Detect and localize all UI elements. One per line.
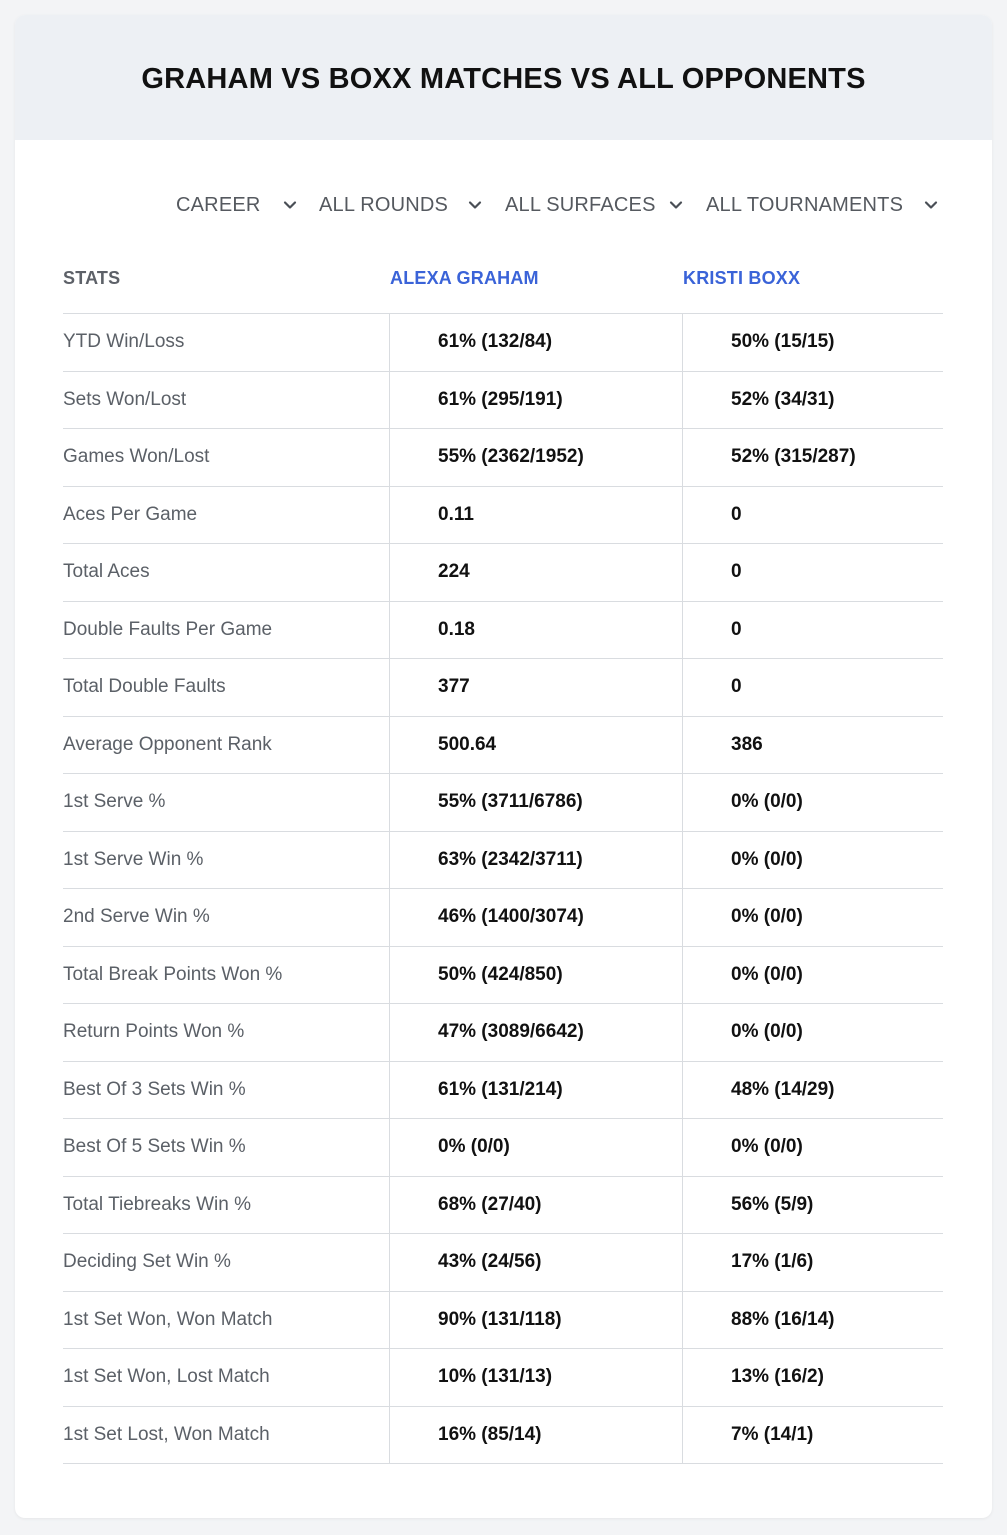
player1-stat-value: 377 (390, 659, 683, 716)
player1-stat-value: 0.11 (390, 487, 683, 544)
filter-label: ALL ROUNDS (319, 193, 449, 216)
player2-stat-value: 13% (16/2) (731, 1366, 824, 1388)
player2-stat-value: 56% (5/9) (731, 1193, 814, 1215)
player1-stat-value: 0% (0/0) (390, 1119, 683, 1176)
chevron-down-icon (668, 197, 684, 213)
table-row (63, 487, 943, 545)
filter-bar (15, 187, 992, 223)
table-row (63, 1349, 943, 1407)
table-row (63, 1119, 943, 1177)
table-row (63, 1234, 943, 1292)
stat-label: Average Opponent Rank (63, 717, 390, 774)
player2-stat-value: 52% (34/31) (731, 388, 835, 410)
player2-stat-value: 0 (731, 503, 742, 525)
stats-column-header: STATS (63, 267, 121, 288)
card-header (15, 15, 992, 140)
table-row (63, 544, 943, 602)
player1-stat-value: 47% (3089/6642) (390, 1004, 683, 1061)
stat-label: Best Of 5 Sets Win % (63, 1119, 390, 1176)
player1-stat-value: 43% (24/56) (390, 1234, 683, 1291)
stat-label: Double Faults Per Game (63, 602, 390, 659)
player2-stat-value: 0% (0/0) (731, 848, 803, 870)
player2-stat-value: 0% (0/0) (731, 1021, 803, 1043)
player1-stat-value: 61% (132/84) (390, 314, 683, 371)
table-row (63, 717, 943, 775)
table-row (63, 774, 943, 832)
player2-stat-value: 386 (731, 733, 763, 755)
chevron-down-icon (467, 197, 483, 213)
stat-label: Sets Won/Lost (63, 372, 390, 429)
player1-stat-value: 63% (2342/3711) (390, 832, 683, 889)
chevron-down-icon (923, 197, 939, 213)
player1-stat-value: 68% (27/40) (390, 1177, 683, 1234)
tournaments-filter-dropdown[interactable] (706, 187, 939, 223)
player1-stat-value: 46% (1400/3074) (390, 889, 683, 946)
table-row (63, 659, 943, 717)
stat-label: Total Double Faults (63, 659, 390, 716)
player2-stat-value: 88% (16/14) (731, 1308, 835, 1330)
player2-stat-value: 17% (1/6) (731, 1251, 814, 1273)
stat-label: Return Points Won % (63, 1004, 390, 1061)
player2-stat-value: 0 (731, 561, 742, 583)
player1-stat-value: 0.18 (390, 602, 683, 659)
player1-stat-value: 50% (424/850) (390, 947, 683, 1004)
stat-label: Total Aces (63, 544, 390, 601)
stats-card (15, 15, 992, 1518)
filter-label: ALL TOURNAMENTS (706, 193, 904, 216)
stat-label: Aces Per Game (63, 487, 390, 544)
filter-label: ALL SURFACES (505, 193, 656, 216)
table-row (63, 1292, 943, 1350)
stats-table (63, 243, 943, 1464)
rounds-filter-dropdown[interactable] (319, 187, 483, 223)
player2-stat-value: 0% (0/0) (731, 1136, 803, 1158)
player1-stat-value: 61% (131/214) (390, 1062, 683, 1119)
player1-stat-value: 61% (295/191) (390, 372, 683, 429)
player1-column-header[interactable]: ALEXA GRAHAM (390, 267, 539, 288)
player2-stat-value: 48% (14/29) (731, 1078, 835, 1100)
player1-stat-value: 224 (390, 544, 683, 601)
player2-stat-value: 0% (0/0) (731, 791, 803, 813)
table-row (63, 832, 943, 890)
table-header (63, 243, 943, 314)
table-row (63, 1177, 943, 1235)
stat-label: 2nd Serve Win % (63, 889, 390, 946)
player1-stat-value: 90% (131/118) (390, 1292, 683, 1349)
stat-label: Total Break Points Won % (63, 947, 390, 1004)
player1-stat-value: 55% (3711/6786) (390, 774, 683, 831)
player2-stat-value: 0 (731, 618, 742, 640)
chevron-down-icon (282, 197, 298, 213)
player2-stat-value: 0% (0/0) (731, 963, 803, 985)
stat-label: Games Won/Lost (63, 429, 390, 486)
table-row (63, 889, 943, 947)
filter-label: CAREER (176, 193, 261, 216)
stat-label: 1st Serve % (63, 774, 390, 831)
table-row (63, 372, 943, 430)
player1-stat-value: 16% (85/14) (390, 1407, 683, 1464)
table-row (63, 429, 943, 487)
table-row (63, 1062, 943, 1120)
surfaces-filter-dropdown[interactable] (505, 187, 684, 223)
stat-label: 1st Serve Win % (63, 832, 390, 889)
table-row (63, 1004, 943, 1062)
stat-label: 1st Set Won, Lost Match (63, 1349, 390, 1406)
player2-stat-value: 7% (14/1) (731, 1423, 814, 1445)
player1-stat-value: 55% (2362/1952) (390, 429, 683, 486)
table-body (63, 314, 943, 1464)
table-row (63, 947, 943, 1005)
stat-label: YTD Win/Loss (63, 314, 390, 371)
player2-stat-value: 50% (15/15) (731, 331, 835, 353)
career-filter-dropdown[interactable] (176, 187, 298, 223)
stat-label: Deciding Set Win % (63, 1234, 390, 1291)
stat-label: 1st Set Lost, Won Match (63, 1407, 390, 1464)
table-row (63, 314, 943, 372)
player2-stat-value: 0% (0/0) (731, 906, 803, 928)
player2-stat-value: 0 (731, 676, 742, 698)
table-row (63, 602, 943, 660)
stat-label: Best Of 3 Sets Win % (63, 1062, 390, 1119)
player1-stat-value: 500.64 (390, 717, 683, 774)
stat-label: Total Tiebreaks Win % (63, 1177, 390, 1234)
page-title: GRAHAM VS BOXX MATCHES VS ALL OPPONENTS (141, 63, 866, 95)
player2-column-header[interactable]: KRISTI BOXX (683, 267, 801, 288)
stat-label: 1st Set Won, Won Match (63, 1292, 390, 1349)
player2-stat-value: 52% (315/287) (731, 446, 856, 468)
table-row (63, 1407, 943, 1465)
player1-stat-value: 10% (131/13) (390, 1349, 683, 1406)
